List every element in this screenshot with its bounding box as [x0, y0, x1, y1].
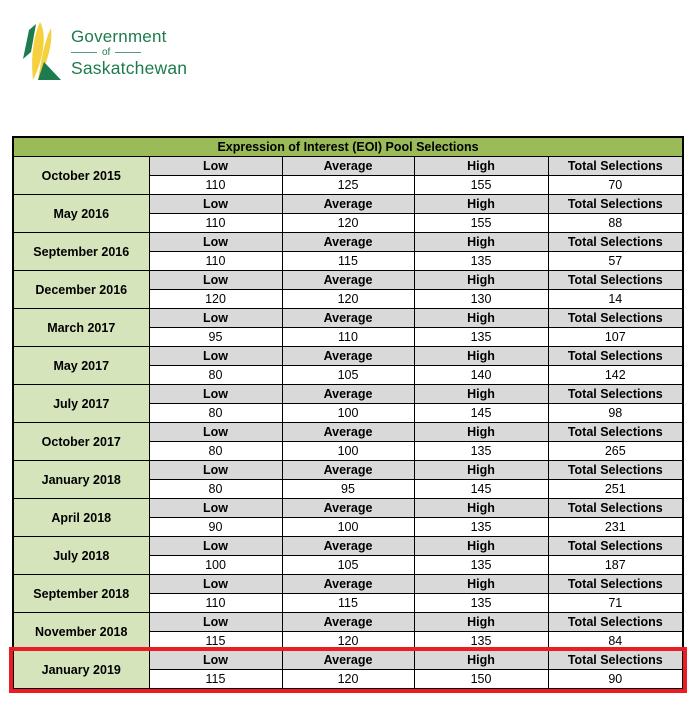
- month-header-row: [13, 613, 683, 632]
- average-value-cell: 95: [282, 480, 414, 499]
- month-header-row: [13, 195, 683, 214]
- total-selections-value-cell: 187: [548, 556, 683, 575]
- column-header-cell: Average: [282, 271, 414, 290]
- column-header-cell: Average: [282, 195, 414, 214]
- average-value-cell: 115: [282, 594, 414, 613]
- high-value-cell: 145: [414, 404, 548, 423]
- total-selections-value-cell: 251: [548, 480, 683, 499]
- column-header-cell: Average: [282, 499, 414, 518]
- column-header-cell: Low: [149, 347, 282, 366]
- average-value-cell: 120: [282, 670, 414, 690]
- month-header-row: [13, 233, 683, 252]
- column-header-cell: Total Selections: [548, 499, 683, 518]
- month-header-row: [13, 461, 683, 480]
- eoi-table-container: [12, 136, 682, 690]
- month-header-row: [13, 271, 683, 290]
- column-header-cell: High: [414, 423, 548, 442]
- month-cell: July 2018: [13, 537, 149, 575]
- month-cell: September 2018: [13, 575, 149, 613]
- column-header-cell: High: [414, 613, 548, 632]
- low-value-cell: 100: [149, 556, 282, 575]
- logo-text: [71, 28, 187, 77]
- low-value-cell: 115: [149, 632, 282, 651]
- high-value-cell: 155: [414, 214, 548, 233]
- column-header-cell: Low: [149, 537, 282, 556]
- column-header-cell: Total Selections: [548, 309, 683, 328]
- column-header-cell: Total Selections: [548, 347, 683, 366]
- total-selections-value-cell: 57: [548, 252, 683, 271]
- column-header-cell: Low: [149, 309, 282, 328]
- high-value-cell: 135: [414, 328, 548, 347]
- month-cell: April 2018: [13, 499, 149, 537]
- column-header-cell: Total Selections: [548, 537, 683, 556]
- logo-line-saskatchewan: Saskatchewan: [71, 57, 188, 78]
- month-cell: January 2018: [13, 461, 149, 499]
- month-header-row: [13, 575, 683, 594]
- average-value-cell: 120: [282, 632, 414, 651]
- column-header-cell: Low: [149, 613, 282, 632]
- column-header-cell: Average: [282, 309, 414, 328]
- column-header-cell: Total Selections: [548, 195, 683, 214]
- total-selections-value-cell: 71: [548, 594, 683, 613]
- column-header-cell: High: [414, 195, 548, 214]
- low-value-cell: 80: [149, 442, 282, 461]
- column-header-cell: Total Selections: [548, 233, 683, 252]
- average-value-cell: 110: [282, 328, 414, 347]
- table-title-row: [13, 137, 683, 157]
- column-header-cell: Average: [282, 651, 414, 670]
- column-header-cell: Average: [282, 347, 414, 366]
- high-value-cell: 135: [414, 594, 548, 613]
- average-value-cell: 100: [282, 518, 414, 537]
- column-header-cell: Low: [149, 195, 282, 214]
- eoi-pool-selections-table: [12, 136, 684, 690]
- low-value-cell: 120: [149, 290, 282, 309]
- low-value-cell: 90: [149, 518, 282, 537]
- average-value-cell: 100: [282, 442, 414, 461]
- average-value-cell: 125: [282, 176, 414, 195]
- total-selections-value-cell: 14: [548, 290, 683, 309]
- total-selections-value-cell: 90: [548, 670, 683, 690]
- column-header-cell: Total Selections: [548, 461, 683, 480]
- low-value-cell: 110: [149, 594, 282, 613]
- high-value-cell: 140: [414, 366, 548, 385]
- high-value-cell: 135: [414, 518, 548, 537]
- column-header-cell: High: [414, 309, 548, 328]
- total-selections-value-cell: 98: [548, 404, 683, 423]
- month-cell: November 2018: [13, 613, 149, 651]
- column-header-cell: Low: [149, 651, 282, 670]
- column-header-cell: Average: [282, 461, 414, 480]
- high-value-cell: 155: [414, 176, 548, 195]
- low-value-cell: 95: [149, 328, 282, 347]
- government-of-saskatchewan-logo: [20, 22, 187, 84]
- high-value-cell: 135: [414, 252, 548, 271]
- average-value-cell: 115: [282, 252, 414, 271]
- column-header-cell: Average: [282, 385, 414, 404]
- month-cell: January 2019: [13, 651, 149, 690]
- column-header-cell: High: [414, 271, 548, 290]
- month-cell: July 2017: [13, 385, 149, 423]
- total-selections-value-cell: 107: [548, 328, 683, 347]
- average-value-cell: 120: [282, 214, 414, 233]
- column-header-cell: Low: [149, 271, 282, 290]
- low-value-cell: 110: [149, 176, 282, 195]
- column-header-cell: Total Selections: [548, 423, 683, 442]
- logo-dash-right: [115, 52, 141, 53]
- column-header-cell: Average: [282, 423, 414, 442]
- average-value-cell: 105: [282, 556, 414, 575]
- column-header-cell: Total Selections: [548, 385, 683, 404]
- low-value-cell: 110: [149, 252, 282, 271]
- low-value-cell: 115: [149, 670, 282, 690]
- logo-line-of: of: [71, 48, 187, 58]
- column-header-cell: High: [414, 385, 548, 404]
- average-value-cell: 105: [282, 366, 414, 385]
- column-header-cell: Total Selections: [548, 613, 683, 632]
- column-header-cell: Low: [149, 575, 282, 594]
- high-value-cell: 135: [414, 442, 548, 461]
- month-header-row: [13, 499, 683, 518]
- month-cell: October 2017: [13, 423, 149, 461]
- low-value-cell: 80: [149, 366, 282, 385]
- column-header-cell: Low: [149, 499, 282, 518]
- column-header-cell: Average: [282, 613, 414, 632]
- month-header-row: [13, 651, 683, 670]
- high-value-cell: 150: [414, 670, 548, 690]
- column-header-cell: Average: [282, 157, 414, 176]
- month-header-row: [13, 423, 683, 442]
- column-header-cell: Average: [282, 537, 414, 556]
- high-value-cell: 130: [414, 290, 548, 309]
- low-value-cell: 80: [149, 404, 282, 423]
- month-cell: October 2015: [13, 157, 149, 195]
- column-header-cell: Total Selections: [548, 271, 683, 290]
- column-header-cell: High: [414, 651, 548, 670]
- month-cell: March 2017: [13, 309, 149, 347]
- logo-line-government: Government: [71, 27, 167, 47]
- high-value-cell: 135: [414, 556, 548, 575]
- column-header-cell: High: [414, 157, 548, 176]
- month-header-row: [13, 537, 683, 556]
- table-title: Expression of Interest (EOI) Pool Selections: [13, 137, 683, 157]
- column-header-cell: Low: [149, 461, 282, 480]
- column-header-cell: High: [414, 233, 548, 252]
- eoi-table-body: [13, 137, 683, 689]
- column-header-cell: Low: [149, 423, 282, 442]
- high-value-cell: 135: [414, 632, 548, 651]
- month-cell: December 2016: [13, 271, 149, 309]
- month-cell: September 2016: [13, 233, 149, 271]
- column-header-cell: High: [414, 537, 548, 556]
- logo-dash-left: [71, 52, 97, 53]
- total-selections-value-cell: 265: [548, 442, 683, 461]
- column-header-cell: High: [414, 499, 548, 518]
- column-header-cell: Average: [282, 233, 414, 252]
- low-value-cell: 110: [149, 214, 282, 233]
- average-value-cell: 100: [282, 404, 414, 423]
- month-header-row: [13, 347, 683, 366]
- column-header-cell: Low: [149, 157, 282, 176]
- average-value-cell: 120: [282, 290, 414, 309]
- total-selections-value-cell: 142: [548, 366, 683, 385]
- column-header-cell: Low: [149, 385, 282, 404]
- wheat-sheaf-icon: [20, 22, 62, 84]
- column-header-cell: High: [414, 575, 548, 594]
- column-header-cell: Total Selections: [548, 575, 683, 594]
- month-header-row: [13, 385, 683, 404]
- column-header-cell: Low: [149, 233, 282, 252]
- column-header-cell: Total Selections: [548, 157, 683, 176]
- total-selections-value-cell: 84: [548, 632, 683, 651]
- month-cell: May 2016: [13, 195, 149, 233]
- low-value-cell: 80: [149, 480, 282, 499]
- total-selections-value-cell: 231: [548, 518, 683, 537]
- total-selections-value-cell: 88: [548, 214, 683, 233]
- high-value-cell: 145: [414, 480, 548, 499]
- month-cell: May 2017: [13, 347, 149, 385]
- column-header-cell: High: [414, 347, 548, 366]
- month-header-row: [13, 309, 683, 328]
- total-selections-value-cell: 70: [548, 176, 683, 195]
- column-header-cell: High: [414, 461, 548, 480]
- column-header-cell: Total Selections: [548, 651, 683, 670]
- month-header-row: [13, 157, 683, 176]
- column-header-cell: Average: [282, 575, 414, 594]
